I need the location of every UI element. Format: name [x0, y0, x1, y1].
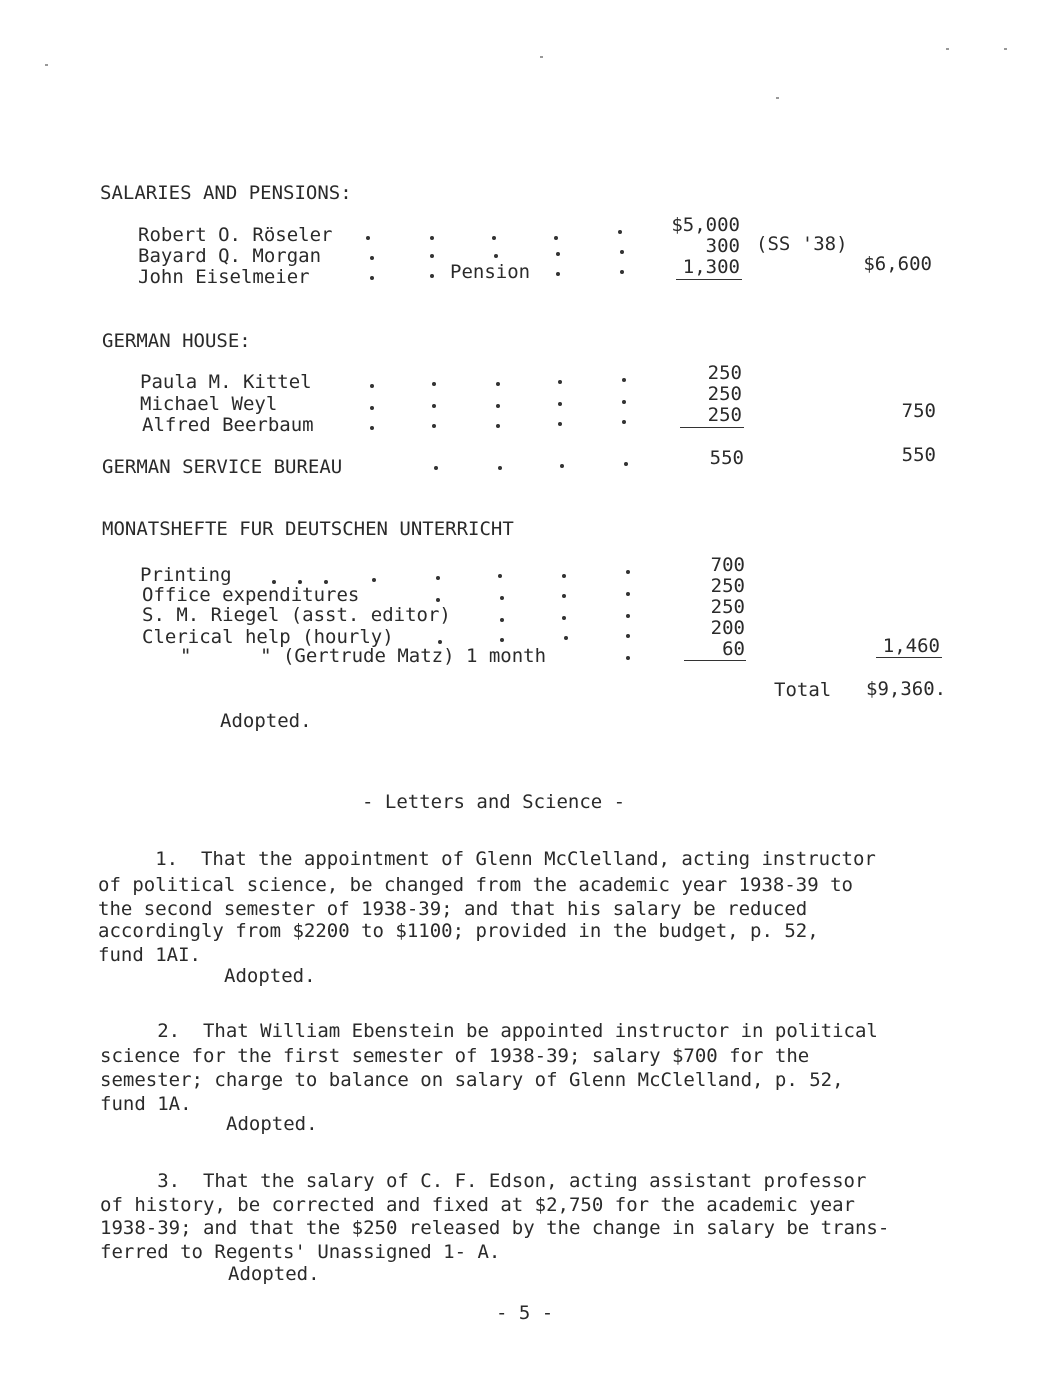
service-bureau-heading: GERMAN SERVICE BUREAU: [102, 456, 343, 478]
salary-row-amount: $5,000: [671, 214, 740, 236]
salary-row-label: Pension: [450, 261, 531, 283]
service-bureau-amount: 550: [709, 447, 744, 469]
german-house-row-amount: 250: [707, 383, 742, 405]
leader-dot: [620, 270, 624, 274]
leader-dot: [626, 592, 630, 596]
monatshefte-row-name: S. M. Riegel (asst. editor): [142, 604, 451, 626]
item-line: 3. That the salary of C. F. Edson, acting assistant professor: [100, 1170, 867, 1192]
leader-dot: [622, 400, 626, 404]
salary-row-name: Bayard Q. Morgan: [138, 245, 322, 267]
service-bureau-total: 550: [901, 444, 936, 466]
leader-dot: [498, 574, 502, 578]
monatshefte-heading: MONATSHEFTE FUR DEUTSCHEN UNTERRICHT: [102, 518, 514, 540]
section-title: - Letters and Science -: [362, 791, 626, 813]
salary-row-note: (SS '38): [756, 233, 848, 255]
monatshefte-row-amount: 60: [722, 638, 745, 660]
adopted-text: Adopted.: [228, 1263, 320, 1285]
subtotal-rule: [876, 657, 942, 658]
scan-speck: [776, 97, 779, 99]
leader-dot: [500, 596, 504, 600]
monatshefte-row-name: Printing: [140, 564, 232, 586]
subtotal-rule: [676, 279, 742, 280]
leader-dot: [434, 466, 438, 470]
leader-dot: [622, 420, 626, 424]
leader-dot: [500, 638, 504, 642]
monatshefte-row-name: " " (Gertrude Matz) 1 month: [180, 645, 547, 667]
item-line: 1938-39; and that the $250 released by the change in salary be trans-: [100, 1217, 890, 1239]
german-house-row-name: Michael Weyl: [140, 393, 278, 415]
german-house-row-amount: 250: [707, 404, 742, 426]
leader-dot: [496, 404, 500, 408]
item-line: of political science, be changed from the academic year 1938-39 to: [98, 874, 853, 896]
leader-dot: [272, 580, 276, 584]
leader-dot: [430, 236, 434, 240]
leader-dot: [500, 618, 504, 622]
leader-dot: [626, 656, 630, 660]
scan-speck: [1004, 48, 1007, 50]
leader-dot: [626, 634, 630, 638]
salary-row-name: John Eiselmeier: [138, 266, 310, 288]
item-line: fund 1AI.: [98, 944, 201, 966]
monatshefte-row-amount: 200: [710, 617, 745, 639]
leader-dot: [494, 254, 498, 258]
monatshefte-row-amount: 250: [710, 575, 745, 597]
leader-dot: [618, 230, 622, 234]
monatshefte-row-amount: 700: [710, 554, 745, 576]
leader-dot: [562, 616, 566, 620]
leader-dot: [324, 580, 328, 584]
leader-dot: [370, 384, 374, 388]
leader-dot: [366, 236, 370, 240]
leader-dot: [558, 380, 562, 384]
leader-dot: [560, 464, 564, 468]
leader-dot: [298, 580, 302, 584]
subtotal-rule: [684, 660, 746, 661]
leader-dot: [626, 570, 630, 574]
leader-dot: [370, 406, 374, 410]
leader-dot: [430, 274, 434, 278]
scan-speck: [946, 48, 949, 50]
grand-total-label: Total: [774, 679, 832, 701]
salaries-heading: SALARIES AND PENSIONS:: [100, 182, 352, 204]
leader-dot: [626, 614, 630, 618]
leader-dot: [370, 426, 374, 430]
leader-dot: [492, 236, 496, 240]
item-line: 1. That the appointment of Glenn McClelland, acting instructor: [98, 848, 876, 870]
german-house-row-name: Alfred Beerbaum: [142, 414, 314, 436]
german-house-row-amount: 250: [707, 362, 742, 384]
scan-speck: [540, 56, 543, 58]
adopted-text: Adopted.: [226, 1113, 318, 1135]
monatshefte-row-name: Clerical help (hourly): [142, 626, 394, 648]
salaries-total: $6,600: [863, 253, 932, 275]
item-line: the second semester of 1938-39; and that his salary be reduced: [98, 898, 808, 920]
monatshefte-total: 1,460: [882, 635, 940, 657]
leader-dot: [496, 382, 500, 386]
leader-dot: [564, 636, 568, 640]
leader-dot: [496, 424, 500, 428]
leader-dot: [436, 576, 440, 580]
leader-dot: [370, 256, 374, 260]
salary-row-name: Robert O. Röseler: [138, 224, 333, 246]
item-line: accordingly from $2200 to $1100; provided in the budget, p. 52,: [98, 920, 819, 942]
leader-dot: [554, 236, 558, 240]
salary-row-amount: 300: [705, 235, 740, 257]
item-line: 2. That William Ebenstein be appointed instructor in political: [100, 1020, 878, 1042]
subtotal-rule: [680, 427, 744, 428]
item-line: science for the first semester of 1938-39; salary $700 for the: [100, 1045, 810, 1067]
german-house-heading: GERMAN HOUSE:: [102, 330, 251, 352]
scan-speck: [45, 64, 48, 66]
leader-dot: [556, 272, 560, 276]
adopted-text: Adopted.: [224, 965, 316, 987]
grand-total-value: $9,360.: [866, 678, 947, 700]
leader-dot: [558, 422, 562, 426]
leader-dot: [438, 640, 442, 644]
leader-dot: [558, 402, 562, 406]
salary-row-amount: 1,300: [682, 256, 740, 278]
leader-dot: [372, 578, 376, 582]
monatshefte-row-name: Office expenditures: [142, 584, 360, 606]
leader-dot: [562, 594, 566, 598]
leader-dot: [498, 466, 502, 470]
german-house-row-name: Paula M. Kittel: [140, 371, 312, 393]
leader-dot: [562, 574, 566, 578]
leader-dot: [622, 378, 626, 382]
item-line: ferred to Regents' Unassigned 1- A.: [100, 1241, 501, 1263]
leader-dot: [556, 252, 560, 256]
item-line: of history, be corrected and fixed at $2,750 for the academic year: [100, 1194, 855, 1216]
monatshefte-row-amount: 250: [710, 596, 745, 618]
item-line: fund 1A.: [100, 1093, 192, 1115]
leader-dot: [432, 424, 436, 428]
adopted-text: Adopted.: [220, 710, 312, 732]
leader-dot: [370, 276, 374, 280]
leader-dot: [430, 254, 434, 258]
page-number: - 5 -: [496, 1302, 554, 1324]
leader-dot: [432, 382, 436, 386]
leader-dot: [624, 462, 628, 466]
leader-dot: [432, 404, 436, 408]
item-line: semester; charge to balance on salary of Glenn McClelland, p. 52,: [100, 1069, 844, 1091]
leader-dot: [620, 250, 624, 254]
leader-dot: [436, 598, 440, 602]
german-house-total: 750: [901, 400, 936, 422]
